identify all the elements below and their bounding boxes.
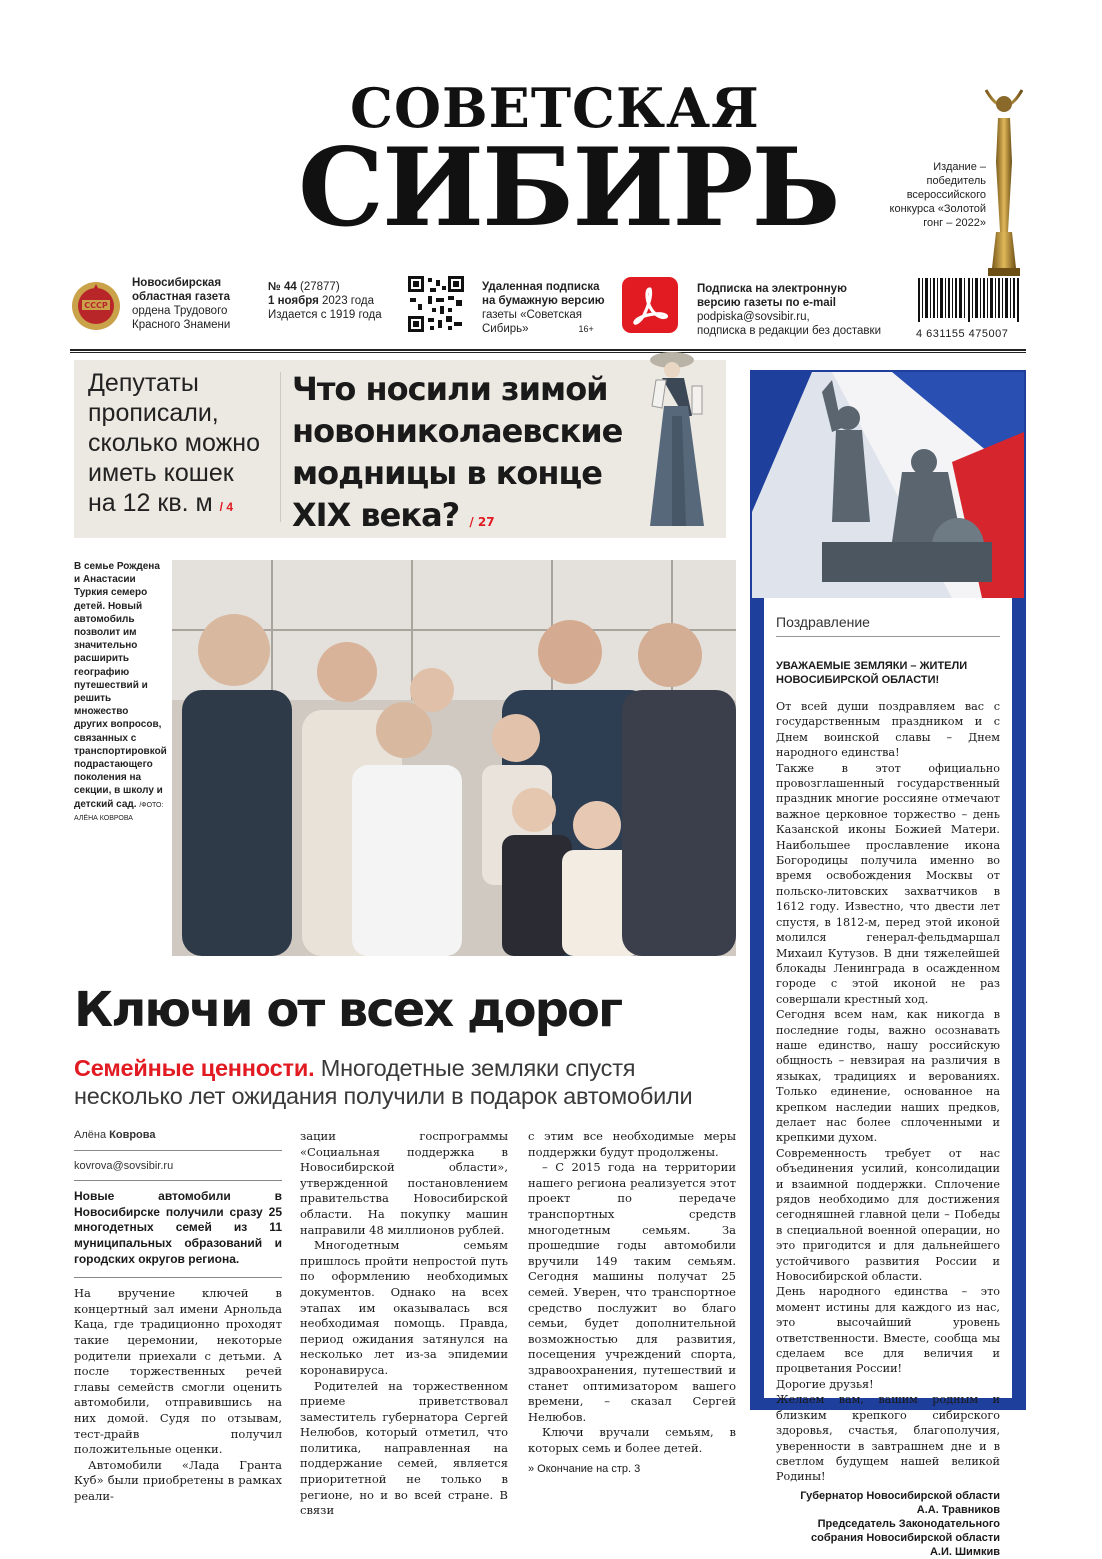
- article-kicker: Семейные ценности.: [74, 1055, 315, 1081]
- org-line-1: Новосибирская: [132, 277, 222, 289]
- e-sub-line-1: Подписка на электронную: [697, 283, 847, 295]
- teaser-fashion[interactable]: [292, 368, 632, 543]
- signature-governor-name: А.А. Травников: [916, 1503, 1000, 1516]
- article-column-2: [300, 1129, 508, 1519]
- signature-chairman-role-2: собрания Новосибирской области: [811, 1531, 1000, 1544]
- masthead-title-main: СИБИРЬ: [298, 125, 839, 251]
- barcode-bars-icon: [916, 278, 1024, 322]
- award-text: Издание – победитель всероссийского конкурса «Золотой гонг – 2022»: [889, 161, 986, 229]
- teaser-fashion-text: Что носили зимой новониколаевские модницы в конце XIX века?: [292, 370, 623, 534]
- issue-year: 2023 года: [322, 295, 374, 307]
- teaser-cats-text: Депутаты прописали, сколько можно иметь кошек на 12 кв. м: [88, 369, 260, 517]
- article-paragraph: зации госпрограммы «Социальная поддержка в Новосибирской области», утвержденной постановлением правительства Новосибирской области. На покупку машин направили 48 миллионов рублей.: [300, 1129, 508, 1237]
- article-paragraph: Родителей на торжественном приеме приветствовал заместитель губернатора Сергей Нелюбов, который отметил, что политика, направленная на поддержание семей, является приоритетной не только в регионе, но и во всей стране. В связи: [300, 1378, 508, 1518]
- email-rule: [74, 1180, 282, 1181]
- paper-sub-line-3: газеты «Советская: [482, 309, 582, 321]
- paper-sub-line-2: на бумажную версию: [482, 295, 605, 307]
- article-subhead: [74, 1054, 744, 1110]
- author-email[interactable]: kovrova@sovsibir.ru: [74, 1159, 174, 1172]
- greeting-paragraph: Желаем вам, вашим родным и близким крепкого сибирского здоровья, счастья, благополучия, уверенности в завтрашнем дне и в светлом будущем нашей великой Родины!: [776, 1393, 1000, 1484]
- article-headline[interactable]: Ключи от всех дорог: [74, 982, 622, 1038]
- author-first-name: Алёна: [74, 1129, 107, 1141]
- photo-caption-text: В семье Рождена и Анастасии Туркия семеро детей. Новый автомобиль позволит им значительно расширить географию путешествий и решить множество других вопросов, связанных с транспортировкой подрастающего поколения на секции, в школу и детский сад.: [74, 561, 167, 810]
- issue-info: [268, 280, 382, 322]
- family-photo: [172, 560, 736, 956]
- teaser-cats[interactable]: [88, 368, 268, 522]
- photo-credit-label: /ФОТО:: [139, 801, 164, 809]
- paper-subscription: [482, 280, 605, 336]
- continued-link[interactable]: » Окончание на стр. 3: [528, 1463, 641, 1476]
- article-paragraph: На вручение ключей в концертный зал имени Арнольда Каца, где традиционно проходят такие церемонии, некоторые родители приехали с детьми. А после торжественных речей главы семейств смогли оценить автомобили, отправившись на них домой. Судя по отзывам, тест-драйв получил положительные оценки.: [74, 1286, 282, 1457]
- order-emblem-icon: [70, 278, 122, 334]
- greeting-paragraph: От всей души поздравляем вас с государственным праздником и с Днем воинской славы – Днем народного единства!: [776, 700, 1000, 760]
- e-sub-line-4: подписка в редакции без доставки: [697, 325, 881, 337]
- signature-chairman-name: А.И. Шимкив: [929, 1545, 1000, 1558]
- article-paragraph: Автомобили «Лада Гранта Куб» были приобретены в рамках реали-: [74, 1457, 282, 1503]
- org-line-2: областная газета: [132, 291, 230, 303]
- greeting-title: УВАЖАЕМЫЕ ЗЕМЛЯКИ – ЖИТЕЛИ НОВОСИБИРСКОЙ ОБЛАСТИ!: [776, 660, 968, 686]
- teaser-separator: [280, 372, 281, 522]
- svg-text:СССР: СССР: [84, 301, 108, 310]
- article-paragraph: с этим все необходимые меры поддержки будут продолжены.: [528, 1129, 736, 1159]
- article-column-1: [74, 1128, 282, 1504]
- vintage-lady-illustration-icon: [632, 346, 726, 536]
- greeting-label: Поздравление: [776, 614, 1000, 637]
- byline-rule: [74, 1150, 282, 1151]
- teaser-fashion-page: / 27: [469, 515, 495, 529]
- greeting-paragraph: Также в этот официально провозглашенный государственный праздник многие россияне отмечают важное церковное торжество – день Казанской иконы Божией Матери. Наибольшее прославление икона Богородицы получила именно во время освобождения Москвы от польско-литовских захватчиков в 1612 году. Известно, что двести лет спустя, в 1812-м, перед этой иконой молился генерал-фельдмаршал Михаил Кутузов. В дни тяжелейшей блокады Ленинграда в осажденном городе с этой иконой не раз совершали крестный ход.: [776, 761, 1000, 1006]
- lead-rule: [74, 1277, 282, 1278]
- qr-code-icon[interactable]: [408, 276, 464, 332]
- greeting-paragraph: Дорогие друзья!: [776, 1377, 874, 1391]
- org-line-3: ордена Трудового: [132, 305, 228, 317]
- author-last-name: Коврова: [109, 1129, 156, 1141]
- age-rating: 16+: [578, 324, 594, 334]
- signature-chairman: [776, 1517, 1000, 1559]
- article-lead: Новые автомобили в Новосибирске получили сразу 25 многодетных семей из 11 муниципальных образований и городских округов региона.: [74, 1189, 282, 1266]
- org-description: [132, 276, 230, 332]
- paper-sub-line-4: Сибирь»: [482, 323, 529, 335]
- issue-date: 1 ноября: [268, 295, 319, 307]
- signature-governor: [776, 1489, 1000, 1517]
- photo-caption: [74, 560, 167, 825]
- greeting-paragraph: Современность требует от нас объединения усилий, консолидации и взаимной поддержки. Сплочение рядов необходимо для достижения сегодняшней главной цели – Победы в специальной военной операции, но это пригодится и для дальнейшего устойчивого развития России и Новосибирской области.: [776, 1146, 1000, 1284]
- article-column-3: [528, 1129, 736, 1478]
- signature-chairman-role-1: Председатель Законодательного: [817, 1517, 1000, 1530]
- article-paragraph: Многодетным семьям пришлось пройти непростой путь по оформлению необходимых документов. Однако на всех этапах им оказывалась вся необходимая помощь. Правда, период ожидания затянулся на несколько лет из-за эпидемии коронавируса.: [300, 1238, 508, 1377]
- e-sub-line-2: версию газеты по e-mail: [697, 297, 837, 309]
- masthead-title-top: СОВЕТСКАЯ: [350, 76, 760, 140]
- article-paragraph: – С 2015 года на территории нашего региона реализуется этот проект по передаче транспортных средств многодетным семьям. За прошедшие годы автомобили вручили 149 таким семьям. Сегодня машины получат 25 семей. Уверен, что транспортное средство послужит во благо семьи, будет дополнительной возможностью для развития, посещения учреждений спорта, здравоохранения, путешествий и станет оптимизатором вашего времени, – сказал Сергей Нелюбов.: [528, 1160, 736, 1424]
- org-line-4: Красного Знамени: [132, 319, 231, 331]
- e-sub-email[interactable]: podpiska@sovsibir.ru,: [697, 311, 810, 323]
- founded-year: Издается с 1919 года: [268, 309, 382, 321]
- photo-credit-name: АЛЁНА КОВРОВА: [74, 814, 133, 822]
- article-subhead-text: Многодетные земляки спустя несколько лет ожидания получили в подарок автомобили: [74, 1055, 693, 1109]
- barcode-number: 4 631155 475007: [916, 328, 1009, 340]
- issue-total: (27877): [300, 281, 340, 293]
- greeting-body: [776, 699, 1000, 1485]
- golden-gong-statue-icon: [978, 82, 1030, 278]
- barcode: [916, 278, 1024, 338]
- greeting-paragraph: День народного единства – это момент истины для каждого из нас, это высочайший уровень ответственности. Вместе, сообща мы сделаем все для величия и процветания России!: [776, 1285, 1000, 1376]
- greeting-paragraph: Сегодня всем нам, как никогда в последние годы, важно осознавать наше единство, нашу российскую общность – невзирая на различия в языках, традициях и верованиях. Только единение, основанное на крепком наследии наших предков, делает нас более сплоченными и крепкими духом.: [776, 1008, 1000, 1145]
- masthead-divider: [70, 349, 1026, 353]
- article-paragraph: Ключи вручали семьям, в которых семь и более детей.: [528, 1425, 736, 1455]
- signature-governor-role: Губернатор Новосибирской области: [800, 1489, 1000, 1502]
- greeting-card: [764, 598, 1012, 1558]
- teaser-cats-page: / 4: [219, 500, 234, 514]
- paper-sub-line-1: Удаленная подписка: [482, 281, 600, 293]
- minin-pozharsky-monument-image: [752, 372, 1024, 598]
- e-subscription: [697, 282, 881, 338]
- pdf-icon[interactable]: [622, 277, 678, 333]
- issue-number: № 44: [268, 281, 297, 293]
